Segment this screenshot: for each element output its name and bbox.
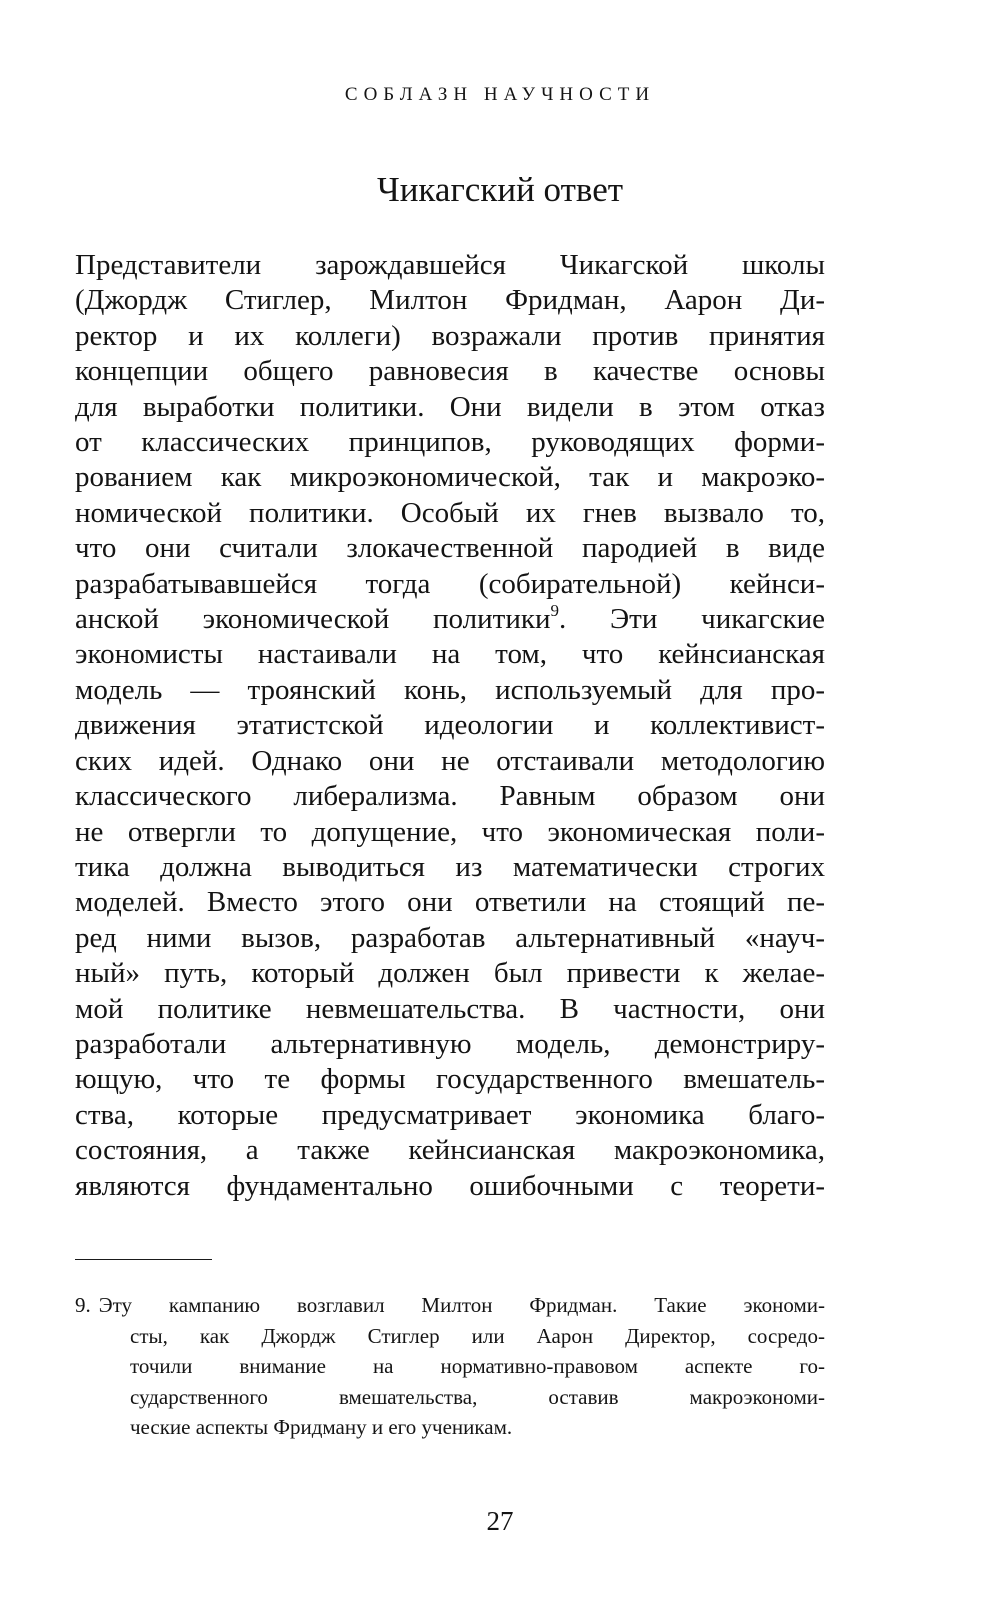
footnote-divider <box>75 1259 212 1260</box>
body-line: разрабатывавшейся тогда (собирательной) кейнси- <box>75 567 825 600</box>
body-line: состояния, а также кейнсианская макроэкономика, <box>75 1134 825 1167</box>
body-line: мой политике невмешательства. В частности, они <box>75 992 825 1025</box>
body-line: концепции общего равновесия в качестве основы <box>75 355 825 388</box>
body-line-with-footnote-ref <box>75 602 825 637</box>
footnote-ref: 9 <box>550 601 559 621</box>
footnote-line: сударственного вмешательства, оставив макроэкономи- <box>130 1384 825 1409</box>
footnote-line: ческие аспекты Фридману и его ученикам. <box>130 1415 513 1439</box>
body-line-head: анской экономической политики <box>75 603 551 636</box>
body-text <box>75 248 825 1204</box>
body-line: ный» путь, который должен был привести к желае- <box>75 957 825 990</box>
footnote-line: точили внимание на нормативно-правовом аспекте го- <box>130 1354 825 1378</box>
body-line: не отвергли то допущение, что экономическая поли- <box>75 815 825 848</box>
running-head: СОБЛАЗН НАУЧНОСТИ <box>344 84 656 105</box>
body-line: моделей. Вместо этого они ответили на стоящий пе- <box>75 886 825 919</box>
footnote-text: Эту кампанию возглавил Милтон Фридман. Такие экономи- <box>98 1293 825 1317</box>
body-line: номической политики. Особый их гнев вызвало то, <box>75 496 825 529</box>
page-number: 27 <box>486 1506 514 1536</box>
body-line: ред ними вызов, разработав альтернативный «науч- <box>75 921 825 954</box>
body-line: тика должна выводиться из математически строгих <box>75 850 825 883</box>
body-line: для выработки политики. Они видели в этом отказ <box>75 390 825 423</box>
body-line: разработали альтернативную модель, демонстриру- <box>75 1027 825 1060</box>
body-line: движения этатистской идеологии и коллективист- <box>75 709 825 742</box>
footnote-number: 9. <box>75 1293 91 1317</box>
body-line: ректор и их коллеги) возражали против принятия <box>75 319 825 352</box>
body-line: рованием как микроэкономической, так и макроэко- <box>75 461 825 494</box>
section-title: Чикагский ответ <box>376 170 624 209</box>
body-line: ства, которые предусматривает экономика благо- <box>75 1098 825 1131</box>
footnote-line: сты, как Джордж Стиглер или Аарон Директор, сосредо- <box>130 1323 825 1348</box>
body-line: классического либерализма. Равным образом они <box>75 780 825 813</box>
body-line: ских идей. Однако они не отстаивали методологию <box>75 744 825 777</box>
body-line: от классических принципов, руководящих форми- <box>75 426 825 459</box>
body-line: являются фундаментально ошибочными с теорети- <box>75 1169 825 1202</box>
footnote <box>75 1290 825 1443</box>
body-line: ющую, что те формы государственного вмешатель- <box>75 1063 825 1096</box>
footnote-line <box>75 1290 825 1321</box>
body-line: модель — троянский конь, используемый для про- <box>75 673 825 706</box>
body-line: (Джордж Стиглер, Милтон Фридман, Аарон Ди- <box>75 284 825 317</box>
body-line: экономисты настаивали на том, что кейнсианская <box>75 638 825 671</box>
body-line: что они считали злокачественной пародией в виде <box>75 532 825 565</box>
body-line: Представители зарождавшейся Чикагской школы <box>75 249 825 281</box>
body-line-tail: . Эти чикагские <box>558 603 825 636</box>
